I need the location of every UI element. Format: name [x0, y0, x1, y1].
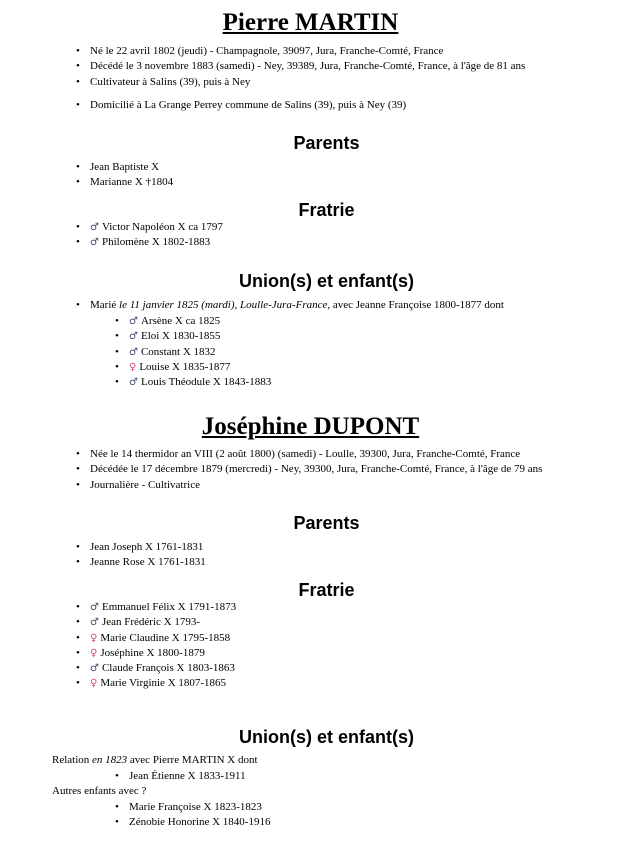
person-1-siblings-heading: Fratrie [298, 200, 355, 220]
other-children-label: Autres enfants avec ? [52, 785, 147, 797]
person-1-siblings [90, 220, 223, 251]
person-1-occupation: • Cultivateur à Salins (39), puis à Ney [90, 75, 525, 90]
child-name: Louis Théodule X 1843-1883 [140, 376, 272, 389]
child-item [129, 314, 271, 329]
child-name: Arsène X ca 1825 [140, 315, 221, 327]
person-2-death: • Décédée le 17 décembre 1879 (mercredi) - Ney, 39300, Jura, Franche-Comté, France, à l'âge de 79 ans [90, 462, 542, 477]
relation-rest: avec Pierre MARTIN X dont [127, 754, 258, 766]
person-1-parents-heading: Parents [293, 133, 360, 153]
sibling-item [90, 220, 223, 235]
parent-item: • Jeanne Rose X 1761-1831 [90, 555, 206, 570]
relation-children [129, 769, 246, 784]
person-1-name: Pierre MARTIN [222, 9, 399, 36]
child-item [129, 360, 271, 375]
sibling-name: Emmanuel Félix X 1791-1873 [101, 601, 237, 613]
sibling-item [90, 661, 236, 676]
child-item: • Jean Étienne X 1833-1911 [129, 769, 246, 784]
marriage-prefix: Marié [90, 299, 120, 311]
sibling-item [90, 615, 236, 630]
sibling-name: Victor Napoléon X ca 1797 [101, 221, 223, 233]
male-icon: ♂ [90, 237, 99, 249]
person-2-birth: • Née le 14 thermidor an VIII (2 août 1800) (samedi) - Loulle, 39300, Jura, Franche-Comté, France [90, 447, 542, 462]
sibling-name: Claude François X 1803-1863 [101, 662, 235, 675]
person-2-occupation: • Journalière - Cultivatrice [90, 478, 542, 493]
person-1-facts [90, 44, 525, 90]
male-icon: ♂ [129, 331, 138, 343]
child-item [129, 375, 271, 390]
person-1-birth: • Né le 22 avril 1802 (jeudi) - Champagnole, 39097, Jura, Franche-Comté, France [90, 44, 525, 59]
sibling-name: Philomène X 1802-1883 [101, 236, 211, 249]
male-icon: ♂ [129, 346, 138, 358]
relation-date: en 1823 [92, 754, 128, 766]
person-2-parents-heading: Parents [293, 513, 360, 533]
child-item [129, 329, 271, 344]
relation-prefix: Relation [52, 754, 93, 766]
female-icon: ♀ [90, 678, 98, 690]
male-icon: ♂ [90, 663, 99, 675]
marriage-date-place: le 11 janvier 1825 (mardi), Loulle-Jura-France, [119, 299, 331, 311]
marriage-item [90, 298, 504, 313]
female-icon: ♀ [90, 647, 98, 659]
person-2-facts [90, 447, 542, 493]
person-1-unions [90, 298, 504, 313]
marriage-spouse: avec Jeanne Françoise 1800-1877 dont [330, 299, 504, 311]
sibling-name: Marie Claudine X 1795-1858 [100, 631, 231, 644]
child-name: Louise X 1835-1877 [139, 360, 231, 373]
person-1-death: • Décédé le 3 novembre 1883 (samedi) - Ney, 39389, Jura, Franche-Comté, France, à l'âge de 81 ans [90, 59, 525, 74]
sibling-item [90, 235, 223, 250]
male-icon: ♂ [90, 222, 99, 233]
sibling-name: Joséphine X 1800-1879 [100, 646, 205, 659]
parent-item: • Marianne X †1804 [90, 175, 173, 190]
relation-line [52, 753, 258, 768]
person-2-unions-heading: Union(s) et enfant(s) [239, 727, 414, 747]
male-icon: ♂ [90, 602, 99, 613]
sibling-item [90, 631, 236, 646]
person-2-parents [90, 540, 206, 571]
other-children [129, 800, 270, 831]
parent-item: • Jean Joseph X 1761-1831 [90, 540, 206, 555]
male-icon: ♂ [129, 377, 138, 389]
female-icon: ♀ [90, 632, 98, 644]
child-name: Constant X 1832 [140, 345, 216, 358]
parent-item: • Jean Baptiste X [90, 160, 173, 175]
child-item [129, 345, 271, 360]
female-icon: ♀ [129, 361, 137, 373]
male-icon: ♂ [90, 617, 99, 629]
person-1-parents [90, 160, 173, 191]
person-1-residence-list [90, 98, 406, 113]
male-icon: ♂ [129, 316, 138, 327]
person-2-name: Joséphine DUPONT [201, 413, 420, 440]
person-2-siblings-heading: Fratrie [298, 580, 355, 600]
sibling-item [90, 676, 236, 691]
sibling-name: Marie Virginie X 1807-1865 [100, 677, 227, 690]
person-1-residence: • Domicilié à La Grange Perrey commune de Salins (39), puis à Ney (39) [90, 98, 406, 113]
sibling-item [90, 600, 236, 615]
sibling-name: Jean Frédéric X 1793- [101, 616, 201, 629]
person-1-children [129, 314, 271, 390]
sibling-item [90, 646, 236, 661]
child-item: • Marie Françoise X 1823-1823 [129, 800, 270, 815]
person-2-siblings [90, 600, 236, 692]
person-1-unions-heading: Union(s) et enfant(s) [239, 271, 414, 291]
child-name: Eloi X 1830-1855 [140, 330, 221, 343]
child-item: • Zénobie Honorine X 1840-1916 [129, 815, 270, 830]
